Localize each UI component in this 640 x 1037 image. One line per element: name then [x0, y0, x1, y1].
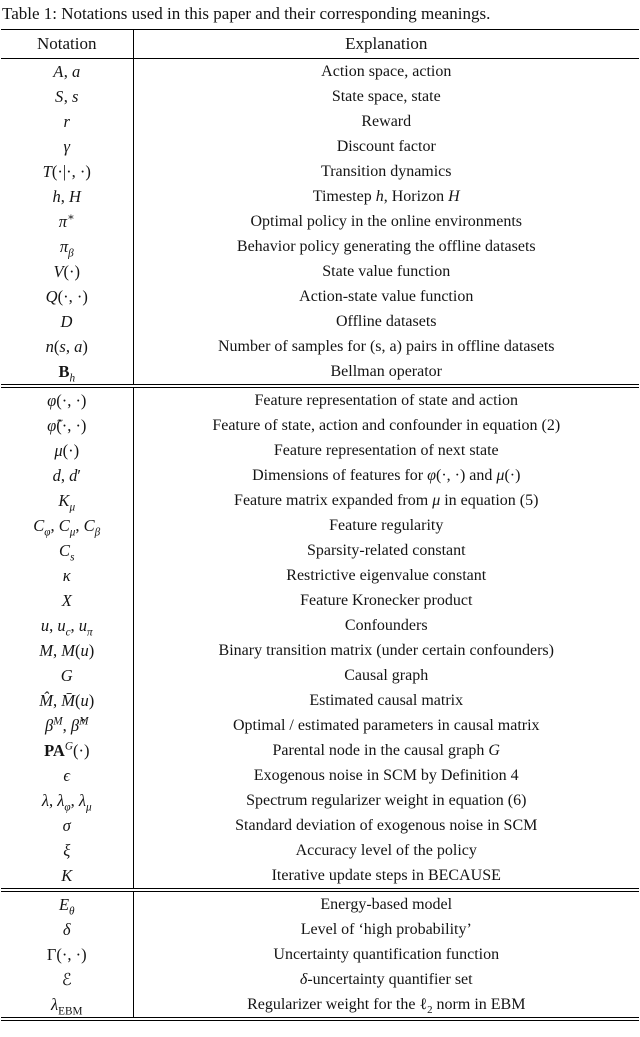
table-row [1, 613, 639, 638]
notation-cell: $C_\varphi$, $C_\mu$, $C_\beta$ [1, 513, 133, 538]
explanation-cell: Optimal policy in the online environments [250, 213, 522, 231]
table-row [1, 413, 639, 438]
notation-cell: φ̃(·, ·) [1, 413, 133, 438]
explanation-cell: Bellman operator [330, 363, 442, 381]
notation-cell: ℰ [1, 967, 133, 992]
explanation-cell: Transition dynamics [320, 163, 452, 181]
notation-cell: ϵ [1, 763, 133, 788]
explanation-cell: Standard deviation of exogenous noise in SCM [235, 817, 538, 835]
explanation-cell: Estimated causal matrix [309, 692, 464, 710]
notation-cell: X [1, 588, 133, 613]
table-row [1, 788, 639, 813]
explanation-cell: Feature matrix expanded from μ in equation (5) [234, 492, 539, 510]
table-row [1, 688, 639, 713]
notation-cell: Q(·, ·) [1, 284, 133, 309]
notation-cell: K [1, 863, 133, 889]
table-row [1, 738, 639, 763]
notation-cell: u, $u_c$, $u_\pi$ [1, 613, 133, 638]
table-row [1, 588, 639, 613]
table-row [1, 917, 639, 942]
notation-cell: M̂, M̄(u) [1, 688, 133, 713]
notation-cell: $K_\mu$ [1, 488, 133, 513]
notation-cell: $PA^G(\cdot)$ [1, 738, 133, 763]
table-row [1, 663, 639, 688]
explanation-cell: Reward [361, 113, 412, 131]
table-section-1 [1, 59, 639, 385]
table-row [1, 513, 639, 538]
table-row [1, 184, 639, 209]
explanation-cell: Feature Kronecker product [300, 592, 473, 610]
table-section-2 [1, 388, 639, 889]
table-row [1, 209, 639, 234]
explanation-cell: δ-uncertainty quantifier set [299, 971, 473, 989]
explanation-cell: Accuracy level of the policy [295, 842, 477, 860]
table-row [1, 838, 639, 863]
table-row [1, 488, 639, 513]
table-row [1, 763, 639, 788]
notation-cell: ξ [1, 838, 133, 863]
header-explanation: Explanation [133, 30, 639, 59]
explanation-cell: Feature regularity [329, 517, 444, 535]
header-row [1, 30, 639, 59]
notation-cell: $\pi_\beta$ [1, 234, 133, 259]
table-row [1, 159, 639, 184]
explanation-cell: Restrictive eigenvalue constant [286, 567, 487, 585]
explanation-cell: Action-state value function [299, 288, 474, 306]
notation-cell: $\beta^M$, β̂$^M$ [1, 713, 133, 738]
notation-cell: M, M(u) [1, 638, 133, 663]
notation-cell: $E_\theta$ [1, 892, 133, 918]
notation-table [1, 29, 639, 1021]
table-row [1, 259, 639, 284]
explanation-cell: State space, state [331, 88, 441, 106]
table-section-3 [1, 892, 639, 1018]
explanation-cell: Exogenous noise in SCM by Definition 4 [253, 767, 519, 785]
table-row [1, 892, 639, 918]
notation-cell: V(·) [1, 259, 133, 284]
explanation-cell: Discount factor [336, 138, 436, 156]
notation-cell: $B_h$ [1, 359, 133, 385]
explanation-cell: Causal graph [344, 667, 429, 685]
explanation-cell: Spectrum regularizer weight in equation (6) [246, 792, 527, 810]
explanation-cell: Feature representation of next state [273, 442, 499, 460]
notation-cell: μ(·) [1, 438, 133, 463]
notation-cell: γ [1, 134, 133, 159]
notation-cell: A, a [1, 59, 133, 85]
explanation-cell: Feature of state, action and confounder in equation (2) [212, 417, 561, 435]
table-row [1, 538, 639, 563]
notation-cell: G [1, 663, 133, 688]
explanation-cell: Sparsity-related constant [306, 542, 466, 560]
explanation-cell: Action space, action [321, 63, 452, 81]
explanation-cell: Binary transition matrix (under certain confounders) [218, 642, 554, 660]
notation-cell: T(·|·, ·) [1, 159, 133, 184]
table-row [1, 59, 639, 85]
table-row [1, 463, 639, 488]
explanation-cell: Optimal / estimated parameters in causal matrix [232, 717, 540, 735]
table-row [1, 563, 639, 588]
explanation-cell: Number of samples for (s, a) pairs in offline datasets [218, 338, 555, 356]
notation-cell: n(s, a) [1, 334, 133, 359]
notation-cell: λ, $\lambda_\varphi$, $\lambda_\mu$ [1, 788, 133, 813]
table-row [1, 388, 639, 414]
explanation-cell: Regularizer weight for the ℓ$_2$ norm in EBM [247, 996, 526, 1017]
notation-cell: h, H [1, 184, 133, 209]
table-row [1, 284, 639, 309]
notation-cell: D [1, 309, 133, 334]
explanation-cell: Feature representation of state and action [254, 392, 518, 410]
table-row [1, 84, 639, 109]
table-row [1, 134, 639, 159]
explanation-cell: Timestep h, Horizon H [312, 188, 460, 206]
table-row [1, 309, 639, 334]
table-row [1, 942, 639, 967]
notation-cell: $C_s$ [1, 538, 133, 563]
explanation-cell: Confounders [344, 617, 428, 635]
notation-cell: d, d′ [1, 463, 133, 488]
notation-cell: $\lambda_{EBM}$ [1, 992, 133, 1018]
explanation-cell: State value function [322, 263, 451, 281]
explanation-cell: Offline datasets [335, 313, 437, 331]
table-row [1, 638, 639, 663]
header-notation: Notation [1, 30, 133, 59]
table-row [1, 967, 639, 992]
notation-cell: π∗ [1, 209, 133, 234]
notation-cell: S, s [1, 84, 133, 109]
notation-cell: r [1, 109, 133, 134]
notation-cell: κ [1, 563, 133, 588]
table-row [1, 438, 639, 463]
table-row [1, 334, 639, 359]
table-row [1, 713, 639, 738]
explanation-cell: Level of ‘high probability’ [300, 921, 472, 939]
notation-cell: φ(·, ·) [1, 388, 133, 414]
table-row [1, 813, 639, 838]
explanation-cell: Iterative update steps in BECAUSE [271, 867, 501, 885]
table-row [1, 992, 639, 1018]
separator-line [1, 1018, 639, 1021]
notation-cell: δ [1, 917, 133, 942]
explanation-cell: Parental node in the causal graph G [272, 742, 500, 760]
separator-row [1, 1018, 639, 1021]
table-row [1, 109, 639, 134]
explanation-cell: Energy-based model [320, 896, 453, 914]
section-separator [1, 1018, 639, 1021]
notation-cell: Γ(·, ·) [1, 942, 133, 967]
explanation-cell: Behavior policy generating the offline datasets [236, 238, 536, 256]
table-header [1, 30, 639, 59]
table-row [1, 863, 639, 889]
table-caption: Table 1: Notations used in this paper and their corresponding meanings. [2, 4, 491, 23]
explanation-cell: Uncertainty quantification function [273, 946, 500, 964]
table-row [1, 359, 639, 385]
table-row [1, 234, 639, 259]
explanation-cell: Dimensions of features for φ(·, ·) and μ(·) [252, 467, 521, 485]
notation-cell: σ [1, 813, 133, 838]
